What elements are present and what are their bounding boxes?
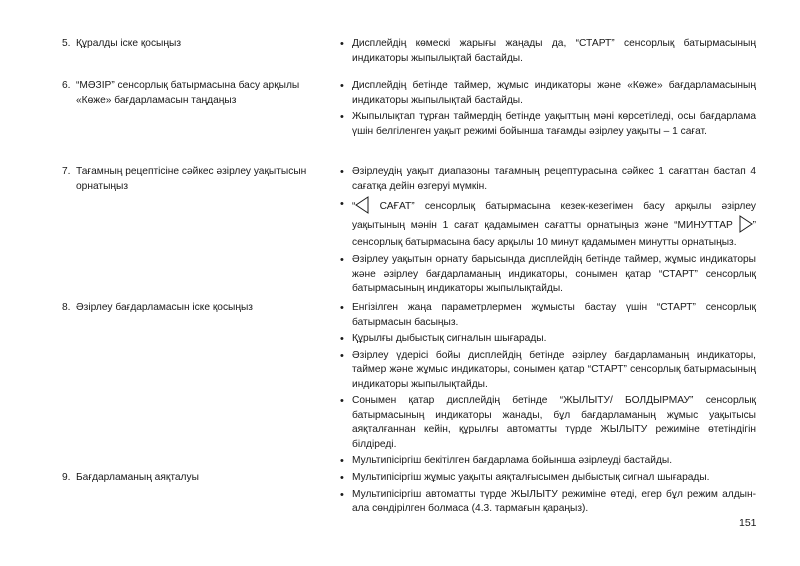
step-6 <box>62 79 332 108</box>
bullet-item: • Әзірлеудің уақыт диапазоны тағамның рецептурасына сәйкес 1 сағаттан бастап 4 сағатқа дейін өзгеруі мүмкін. <box>338 165 756 194</box>
step-text: “МӘЗІР” сенсорлық батырмасына басу арқылы «Көже» бағдарламасын таңдаңыз <box>76 80 300 106</box>
bullet-item-clock-buttons <box>338 196 756 251</box>
bullet-item: • Сонымен қатар дисплейдің бетінде “ЖЫЛЫТУ/ БОЛДЫРМАУ” сенсорлық батырмасының индикаторы жанады, бұл бағдарламаның жұмыс уақытысы аяқталғаннан кейін, құрылғы автоматты түрде ЖЫЛЫТУ режиміне өтетіндігін білдіреді. <box>338 394 756 452</box>
step-number: 7. <box>62 166 71 177</box>
bullet-item: • Дисплейдің бетінде таймер, жұмыс индикаторы және «Көже» бағдарламасының индикаторы жыпылықтай бастайды. <box>338 79 756 108</box>
bullet-item: • Жыпылықтап тұрған таймердің бетінде уақыттың мәні көрсетіледі, осы бағдарлама үшін белгіленген уақыт режимі бойынша тағамды әзірлеу уақыты – 1 сағат. <box>338 110 756 139</box>
step-text: Әзірлеу бағдарламасын іске қосыңыз <box>76 302 253 313</box>
step-7-bullets <box>338 165 756 299</box>
bullet-item: • Әзірлеу уақытын орнату барысында дисплейдің бетінде таймер, жұмыс индикаторы және әзірлеу бағдарламаның индикаторы, сонымен қатар “СТАРТ” сенсорлық батырмасының индикаторы жыпылықтайды. <box>338 253 756 297</box>
bullet-item: • Мультипісіргіш жұмыс уақыты аяқталғысымен дыбыстық сигнал шығарады. <box>338 471 756 486</box>
page-number: 151 <box>739 517 757 529</box>
quote-open: “ <box>352 201 356 212</box>
step-8 <box>62 301 332 316</box>
step-6-bullets <box>338 79 756 141</box>
step-text: Бағдарламаның аяқталуы <box>76 472 199 483</box>
bullet-item: • Мультипісіргіш бекітілген бағдарлама бойынша әзірлеуді бастайды. <box>338 454 756 469</box>
step-number: 9. <box>62 472 71 483</box>
step-number: 6. <box>62 80 71 91</box>
bullet-item: • Енгізілген жаңа параметрлермен жұмысты бастау үшін “СТАРТ” сенсорлық батырмасын басыңыз. <box>338 301 756 330</box>
step-number: 8. <box>62 302 71 313</box>
step-7 <box>62 165 332 194</box>
clock-button-text-part2: ” сенсорлық батырмасына басу арқылы 10 минут қадамымен минутты орнатыңыз. <box>352 220 756 248</box>
bullet-item: • Мультипісіргіш автоматты түрде ЖЫЛЫТУ режиміне өтеді, егер бұл режим алдын-ала сөндірілген болмаса (4.3. тармағын қараңыз). <box>338 488 756 517</box>
bullet-item: • Әзірлеу үдерісі бойы дисплейдің бетінде әзірлеу бағдарламаның индикаторы, таймер және жұмыс индикаторы, сонымен қатар “СТАРТ” сенсорлық батырмасының индикаторы жыпылықтайды. <box>338 349 756 393</box>
bullet-item: • Құрылғы дыбыстық сигналын шығарады. <box>338 332 756 347</box>
step-5-bullets <box>338 37 756 68</box>
triangle-left-icon <box>355 196 369 214</box>
step-5 <box>62 37 332 52</box>
step-8-bullets <box>338 301 756 471</box>
step-text: Құралды іске қосыңыз <box>76 38 181 49</box>
clock-button-text-part1: САҒАТ” сенсорлық батырмасына кезек-кезегімен басу арқылы әзірлеу уақытының мәнін 1 сағат қадамымен сағатты орнатыңыз және “МИНУТТАР <box>352 201 756 231</box>
bullet-item: • Дисплейдің көмескі жарығы жаңады да, “СТАРТ” сенсорлық батырмасының индикаторы жыпылықтай бастайды. <box>338 37 756 66</box>
step-9-bullets <box>338 471 756 519</box>
triangle-right-icon <box>739 215 753 233</box>
step-text: Тағамның рецептісіне сәйкес әзірлеу уақытысын орнатыңыз <box>76 166 307 192</box>
step-number: 5. <box>62 38 71 49</box>
step-9 <box>62 471 332 486</box>
